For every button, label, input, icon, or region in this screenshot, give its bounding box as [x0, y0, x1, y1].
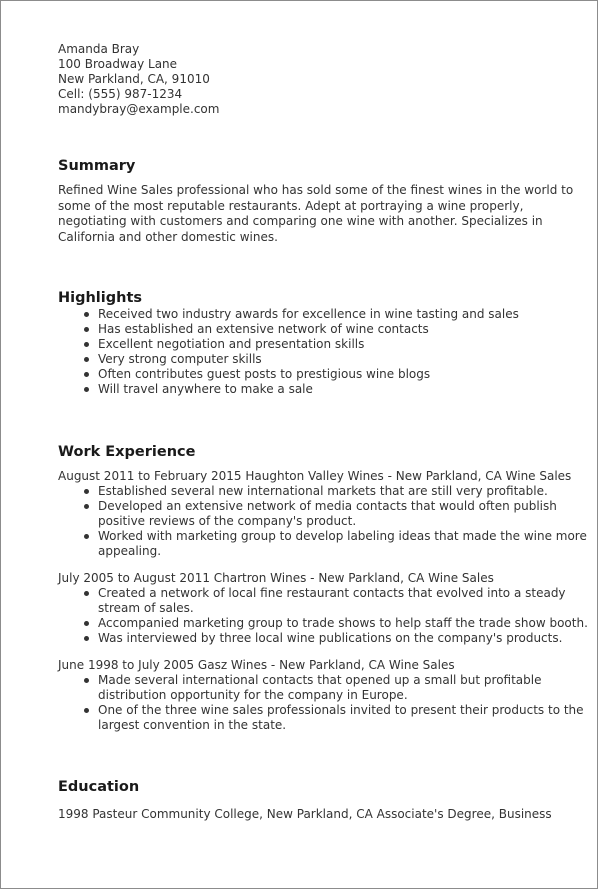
job-bullet-list — [58, 673, 592, 733]
highlight-item: Has established an extensive network of wine contacts — [58, 322, 592, 337]
job-bullet: Worked with marketing group to develop labeling ideas that made the wine more appealing. — [58, 529, 592, 559]
job-bullet: Accompanied marketing group to trade shows to help staff the trade show booth. — [58, 616, 592, 631]
job-bullet: Developed an extensive network of media contacts that would often publish positive reviews of the company's product. — [58, 499, 592, 529]
contact-cell: Cell: (555) 987-1234 — [58, 87, 183, 101]
highlight-item: Will travel anywhere to make a sale — [58, 382, 592, 397]
highlight-item: Received two industry awards for excellence in wine tasting and sales — [58, 307, 592, 322]
job-bullet: Established several new international markets that are still very profitable. — [58, 484, 592, 499]
highlights-heading: Highlights — [58, 290, 143, 306]
job-header: June 1998 to July 2005 Gasz Wines - New Parkland, CA Wine Sales — [58, 658, 455, 672]
job-bullet: Created a network of local fine restaurant contacts that evolved into a steady stream of sales. — [58, 586, 592, 616]
resume-content — [58, 42, 592, 822]
job-bullet-list — [58, 586, 592, 646]
work-heading: Work Experience — [58, 444, 196, 460]
summary-heading: Summary — [58, 158, 136, 174]
job-bullet-list — [58, 484, 592, 559]
highlight-item: Often contributes guest posts to prestigious wine blogs — [58, 367, 592, 382]
highlight-item: Very strong computer skills — [58, 352, 592, 367]
education-entry: 1998 Pasteur Community College, New Parkland, CA Associate's Degree, Business — [58, 807, 552, 821]
job-header: August 2011 to February 2015 Haughton Valley Wines - New Parkland, CA Wine Sales — [58, 469, 572, 483]
job-bullet: Made several international contacts that opened up a small but profitable distribution opportunity for the company in Europe. — [58, 673, 592, 703]
highlight-item: Excellent negotiation and presentation skills — [58, 337, 592, 352]
summary-text: Refined Wine Sales professional who has sold some of the finest wines in the world to some of the most reputable restaurants. Adept at portraying a wine properly, negotiating with customers and comparing one wine with another. Specializes in California and other domestic wines. — [58, 183, 574, 244]
contact-city: New Parkland, CA, 91010 — [58, 72, 210, 86]
contact-block — [58, 42, 592, 117]
job-bullet: Was interviewed by three local wine publications on the company's products. — [58, 631, 592, 646]
highlights-list — [58, 307, 592, 397]
job-header: July 2005 to August 2011 Chartron Wines - New Parkland, CA Wine Sales — [58, 571, 494, 585]
education-heading: Education — [58, 779, 140, 795]
contact-street: 100 Broadway Lane — [58, 57, 178, 71]
contact-name: Amanda Bray — [58, 42, 140, 56]
contact-email: mandybray@example.com — [58, 102, 220, 116]
job-bullet: One of the three wine sales professionals invited to present their products to the largest convention in the state. — [58, 703, 592, 733]
